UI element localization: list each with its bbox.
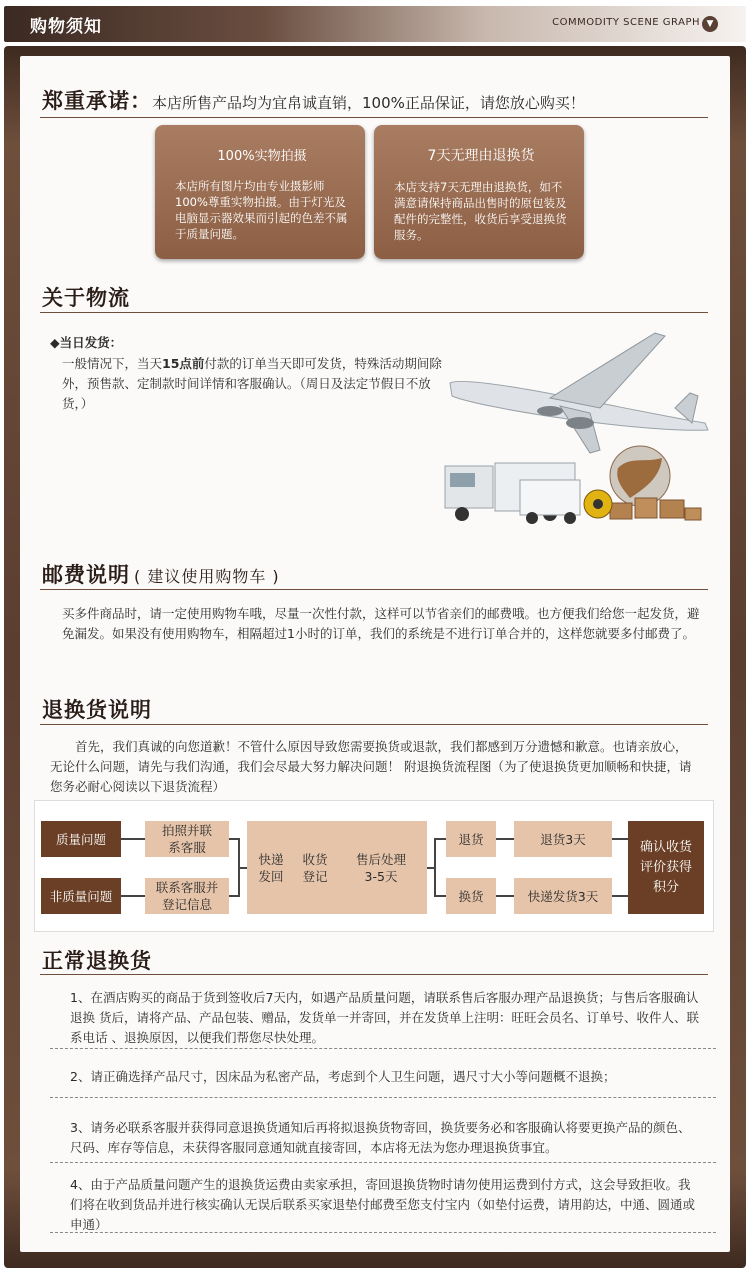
logistics-text: [62, 354, 442, 414]
postage-title: [42, 559, 280, 589]
flow-process-block: [247, 821, 427, 914]
flow-connector: [238, 867, 247, 869]
promise-label: 郑重承诺：: [42, 89, 152, 113]
flow-connector: [434, 895, 446, 897]
dashed-divider: [50, 1097, 716, 1098]
card-title: 100%实物拍摄: [217, 149, 307, 164]
card-body: 本店所有图片均由专业摄影师100%尊重实物拍摄。由于灯光及电脑显示器效果而引起的色差不属于质量问题。: [175, 179, 348, 241]
divider: [40, 724, 708, 725]
flow-connector: [612, 895, 628, 897]
dashed-divider: [50, 1232, 716, 1233]
flow-after-sales-label: 售后处理: [355, 851, 406, 867]
flow-connector: [496, 838, 514, 840]
return-flowchart: [34, 800, 714, 932]
flow-photo-contact: 拍照并联系客服: [145, 821, 229, 857]
gear-icon: [584, 490, 612, 518]
flow-after-sales-days: 3-5天: [364, 868, 398, 884]
logistics-title: 关于物流: [42, 286, 130, 310]
flow-connector: [434, 838, 446, 840]
airplane-truck-illustration: [440, 328, 720, 533]
promise-card-return: [374, 125, 584, 259]
page-title: 购物须知: [30, 17, 102, 37]
header-bar: [4, 6, 746, 42]
postage-text: 买多件商品时，请一定使用购物车哦，尽量一次性付款，这样可以节省亲们的邮费哦。也方便我们给您一起发货，避免漏发。如果没有使用购物车，相隔超过1小时的订单，我们的系统是不进行订单合并的，这样您就要多付邮费了。: [62, 606, 700, 641]
flow-connector: [434, 838, 436, 897]
list-item: 3、请务必联系客服并获得同意退换货通知后再将拟退换货物寄回，换货要务必和客服确认将要更换产品的颜色、尺码、库存等信息，未获得客服同意通知就直接寄回，本店将无法为您办理退换货事宜。: [70, 1120, 691, 1155]
divider: [40, 312, 708, 313]
promise-text: 本店所售产品均为宜帛诚直销，100%正品保证，请您放心购买！: [152, 94, 585, 112]
flow-quality: 质量问题: [41, 821, 121, 857]
flow-final: 确认收货评价获得积分: [628, 821, 704, 914]
chevron-down-icon[interactable]: ▼: [702, 16, 718, 32]
flow-after-sales: [339, 851, 423, 885]
flow-refund: 退货: [446, 821, 496, 857]
header-subtitle: COMMODITY SCENE GRAPH: [552, 17, 700, 28]
divider: [40, 117, 708, 118]
returns-text: 首先，我们真诚的向您道歉！不管什么原因导致您需要换货或退款，我们都感到万分遗憾和歉意。也请亲放心，无论什么问题，请先与我们沟通，我们会尽最大努力解决问题！ 附退换货流程图（为了使退换货更加顺畅和快捷，请您务必耐心阅读以下退货流程）: [50, 739, 692, 794]
promise-line: [42, 85, 585, 115]
flow-exchange-days: 快递发货3天: [514, 878, 612, 914]
list-item: 2、请正确选择产品尺寸，因床品为私密产品，考虑到个人卫生问题，遇尺寸大小等问题概不退换；: [70, 1069, 616, 1084]
flow-connector: [496, 895, 514, 897]
dashed-divider: [50, 1162, 716, 1163]
logistics-text-bold: 15点前: [162, 356, 205, 371]
flow-contact-register: 联系客服并登记信息: [145, 878, 229, 914]
flow-express-return: 快递发回: [258, 851, 284, 884]
normal-returns-title: 正常退换货: [42, 949, 152, 973]
divider: [40, 974, 708, 975]
postage-title-text: 邮费说明: [42, 563, 130, 587]
divider: [40, 589, 708, 590]
flow-connector: [121, 838, 145, 840]
logistics-bullet: ◆当日发货：: [50, 335, 123, 350]
list-item: 4、由于产品质量问题产生的退换货运费由卖家承担，寄回退换货物时请勿使用运费到付方式，这会导致拒收。我们将在收到货品并进行核实确认无误后联系买家退垫付邮费至您支付宝内（如垫付运费，请用韵达，中通、圆通或申通）: [70, 1177, 696, 1232]
flow-connector: [612, 838, 628, 840]
flow-exchange: 换货: [446, 878, 496, 914]
flow-connector: [121, 895, 145, 897]
promise-card-photo: [155, 125, 365, 259]
card-body: 本店支持7天无理由退换货，如不满意请保持商品出售时的原包装及配件的完整性，收货后享受退换货服务。: [394, 180, 567, 242]
returns-title: 退换货说明: [42, 698, 152, 722]
flow-receive-register: 收货登记: [302, 851, 328, 884]
postage-note: ( 建议使用购物车 ): [134, 567, 280, 586]
logistics-text-a: 一般情况下，当天: [62, 356, 163, 371]
globe-icon: [610, 446, 670, 506]
card-title: 7天无理由退换货: [427, 148, 535, 164]
logistics-text-b: 付款的订单当天即可发货，特殊活动期间除外，预售款、定制款时间详情和客服确认。（周日及法定节假日不放货，）: [62, 356, 442, 411]
dashed-divider: [50, 1048, 716, 1049]
flow-non-quality: 非质量问题: [41, 878, 121, 914]
truck-icon: [445, 463, 580, 524]
flow-refund-days: 退货3天: [514, 821, 612, 857]
list-item: 1、在酒店购买的商品于货到签收后7天内，如遇产品质量问题，请联系售后客服办理产品退换货；与售后客服确认退换 货后，请将产品、产品包装、赠品，发货单一并寄回，并在发货单上注明：旺旺会员名、订单号、收件人、联系电话 、退换原因，以便我们帮您尽快处理。: [70, 990, 699, 1045]
airplane-icon: [450, 333, 708, 453]
